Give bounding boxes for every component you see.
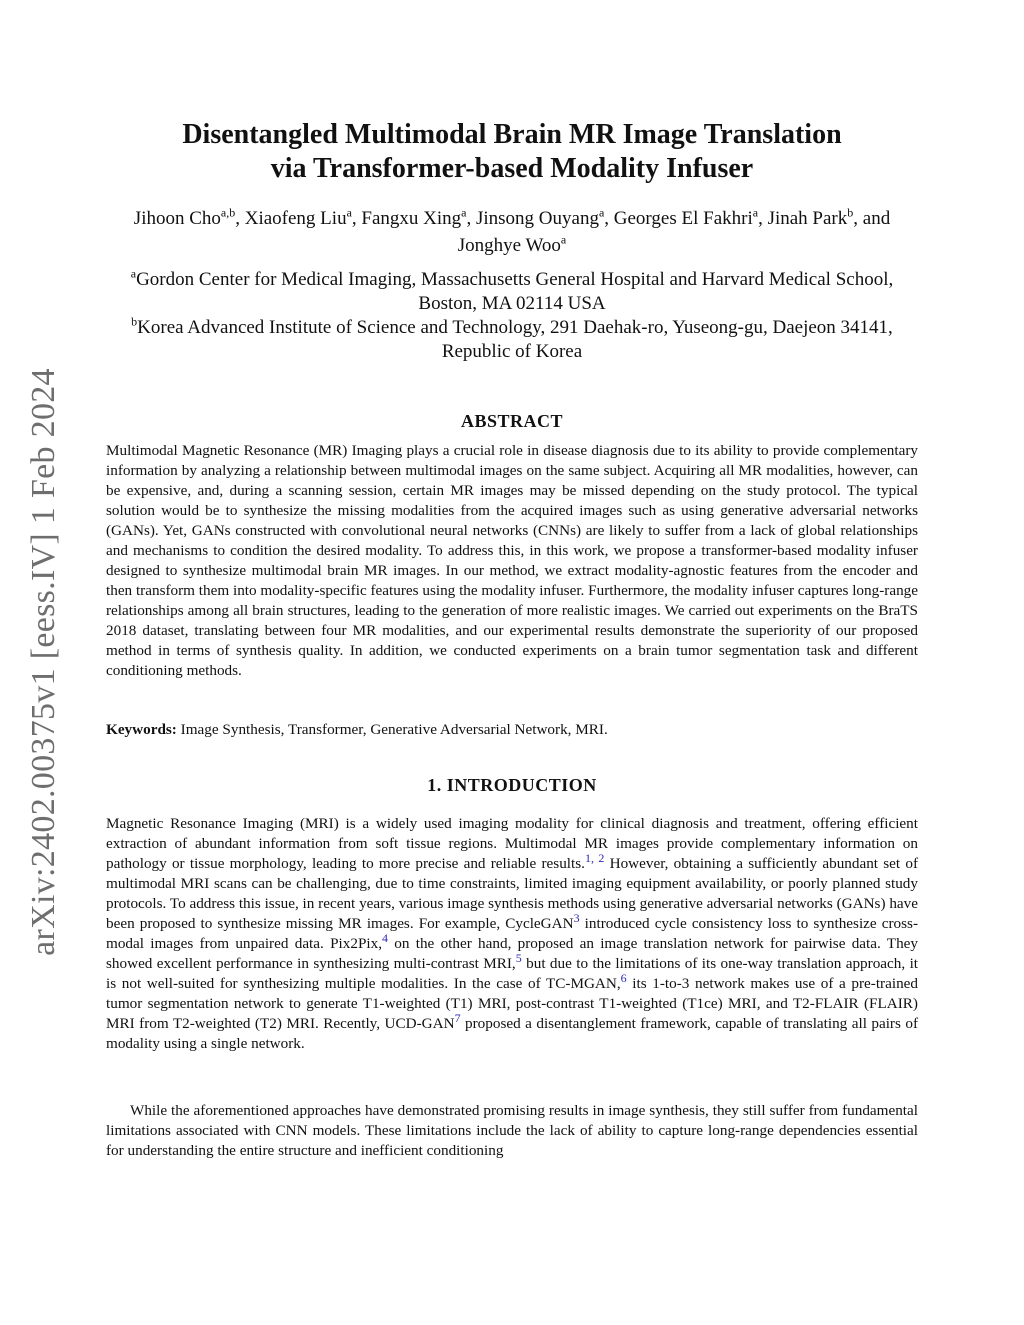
intro-text-segment: Magnetic Resonance Imaging (MRI) is a widely used imaging modality for clinical diagnosis and treatment, offering efficient extraction of abundant information from soft tissue regions. Multimodal MR images provide complementary information on pathology or tissue morphology, leading to more precise and reliable results.	[106, 815, 918, 872]
author-name: Jinsong Ouyang	[475, 208, 599, 229]
abstract-heading: ABSTRACT	[460, 411, 564, 431]
intro-text-segment: its 1-to-3 network makes use of a pre-trained tumor segmentation network to generate T1-weighted (T1) MRI, post-contrast T1-weighted (T1ce) MRI, and T2-FLAIR (FLAIR) MRI from T2-weighted (T2) MRI. Recently, UCD-GAN	[106, 975, 918, 1032]
introduction-paragraph-1	[106, 814, 918, 1054]
affiliation-mark: b	[131, 314, 138, 329]
author-name: Xiaofeng Liu	[244, 208, 347, 229]
author-name: Georges El Fakhri	[613, 208, 753, 229]
author-affiliation-mark: b	[847, 205, 854, 220]
citation-link[interactable]: 5	[515, 950, 522, 965]
section-heading-introduction: 1. INTRODUCTION	[427, 775, 597, 795]
keywords	[106, 720, 918, 740]
author-affiliation-mark: a	[752, 205, 759, 220]
affiliation-b	[106, 316, 918, 364]
paper-title	[106, 118, 918, 186]
affiliation-text: Gordon Center for Medical Imaging, Massachusetts General Hospital and Harvard Medical School, Boston, MA 02114 USA	[136, 269, 894, 314]
affiliation-a	[106, 268, 918, 316]
affiliation-text: Korea Advanced Institute of Science and Technology, 291 Daehak-ro, Yuseong-gu, Daejeon 34141, Republic of Korea	[137, 317, 893, 362]
author-name: Jinah Park	[767, 208, 848, 229]
author-affiliation-mark: a,b	[220, 205, 236, 220]
author-name: Fangxu Xing	[361, 208, 462, 229]
author-separator: ,	[351, 208, 362, 229]
arxiv-identifier: arXiv:2402.00375v1 [eess.IV] 1 Feb 2024	[25, 368, 62, 956]
citation-link[interactable]: 3	[573, 910, 580, 925]
author-separator: ,	[758, 208, 768, 229]
author-separator: , and	[853, 208, 891, 229]
author-separator: ,	[235, 208, 245, 229]
intro-text-segment: introduced cycle consistency loss to synthesize cross-modal images from unpaired data. Pix2Pix,	[106, 915, 918, 952]
keywords-label: Keywords:	[106, 721, 177, 738]
keywords-text: Image Synthesis, Transformer, Generative Adversarial Network, MRI.	[180, 721, 608, 738]
author-list	[106, 205, 918, 259]
affiliations	[106, 268, 918, 364]
citation-link[interactable]: 6	[620, 970, 627, 985]
author-affiliation-mark: a	[346, 205, 352, 220]
author-name: Jonghye Woo	[457, 235, 561, 256]
title-line-1: Disentangled Multimodal Brain MR Image Translation	[182, 119, 842, 150]
title-line-2: via Transformer-based Modality Infuser	[270, 153, 754, 184]
affiliation-mark: a	[130, 266, 137, 281]
author-affiliation-mark: a	[598, 205, 605, 220]
intro-text-segment: proposed a disentanglement framework, capable of translating all pairs of modality using a single network.	[106, 1015, 918, 1052]
introduction-paragraph-2: While the aforementioned approaches have demonstrated promising results in image synthesis, they still suffer from fundamental limitations associated with CNN models. These limitations include the lack of ability to capture long-range dependencies essential for understanding the entire structure and inefficient conditioning	[106, 1102, 918, 1159]
author-separator: ,	[466, 208, 476, 229]
citation-link[interactable]: 1, 2	[584, 850, 605, 865]
intro-text-segment: on the other hand, proposed an image translation network for pairwise data. They showed excellent performance in synthesizing multi-contrast MRI,	[106, 935, 919, 972]
author-name: Jihoon Cho	[133, 208, 221, 229]
author-affiliation-mark: a	[461, 205, 467, 220]
intro-text-segment: However, obtaining a sufficiently abundant set of multimodal MRI scans can be challenging, due to time constraints, limited imaging equipment availability, or poorly planned study protocols. To address this issue, in recent years, various image synthesis methods using generative adversarial networks (GANs) have been proposed to synthesize missing MR images. For example, CycleGAN	[106, 855, 918, 932]
author-separator: ,	[604, 208, 614, 229]
citation-link[interactable]: 7	[454, 1010, 461, 1025]
abstract-text: Multimodal Magnetic Resonance (MR) Imaging plays a crucial role in disease diagnosis due to its ability to provide complementary information by analyzing a relationship between multimodal images on the same subject. Acquiring all MR modalities, however, can be expensive, and, during a scanning session, certain MR images may be missed depending on the study protocol. The typical solution would be to synthesize the missing modalities from the acquired images such as using generative adversarial networks (GANs). Yet, GANs constructed with convolutional neural networks (CNNs) are likely to suffer from a lack of global relationships and mechanisms to condition the desired modality. To address this, in this work, we propose a transformer-based modality infuser designed to synthesize multimodal brain MR images. In our method, we extract modality-agnostic features from the encoder and then transform them into modality-specific features using the modality infuser. Furthermore, the modality infuser captures long-range relationships among all brain structures, leading to the generation of more realistic images. We carried out experiments on the BraTS 2018 dataset, translating between four MR modalities, and our experimental results demonstrate the superiority of our proposed method in terms of synthesis quality. In addition, we conducted experiments on a brain tumor segmentation task and different conditioning methods.	[106, 442, 918, 679]
author-affiliation-mark: a	[560, 232, 567, 247]
citation-link[interactable]: 4	[382, 930, 389, 945]
intro-text-segment: but due to the limitations of its one-way translation approach, it is not well-suited for synthesizing multiple modalities. In the case of TC-MGAN,	[106, 955, 919, 992]
